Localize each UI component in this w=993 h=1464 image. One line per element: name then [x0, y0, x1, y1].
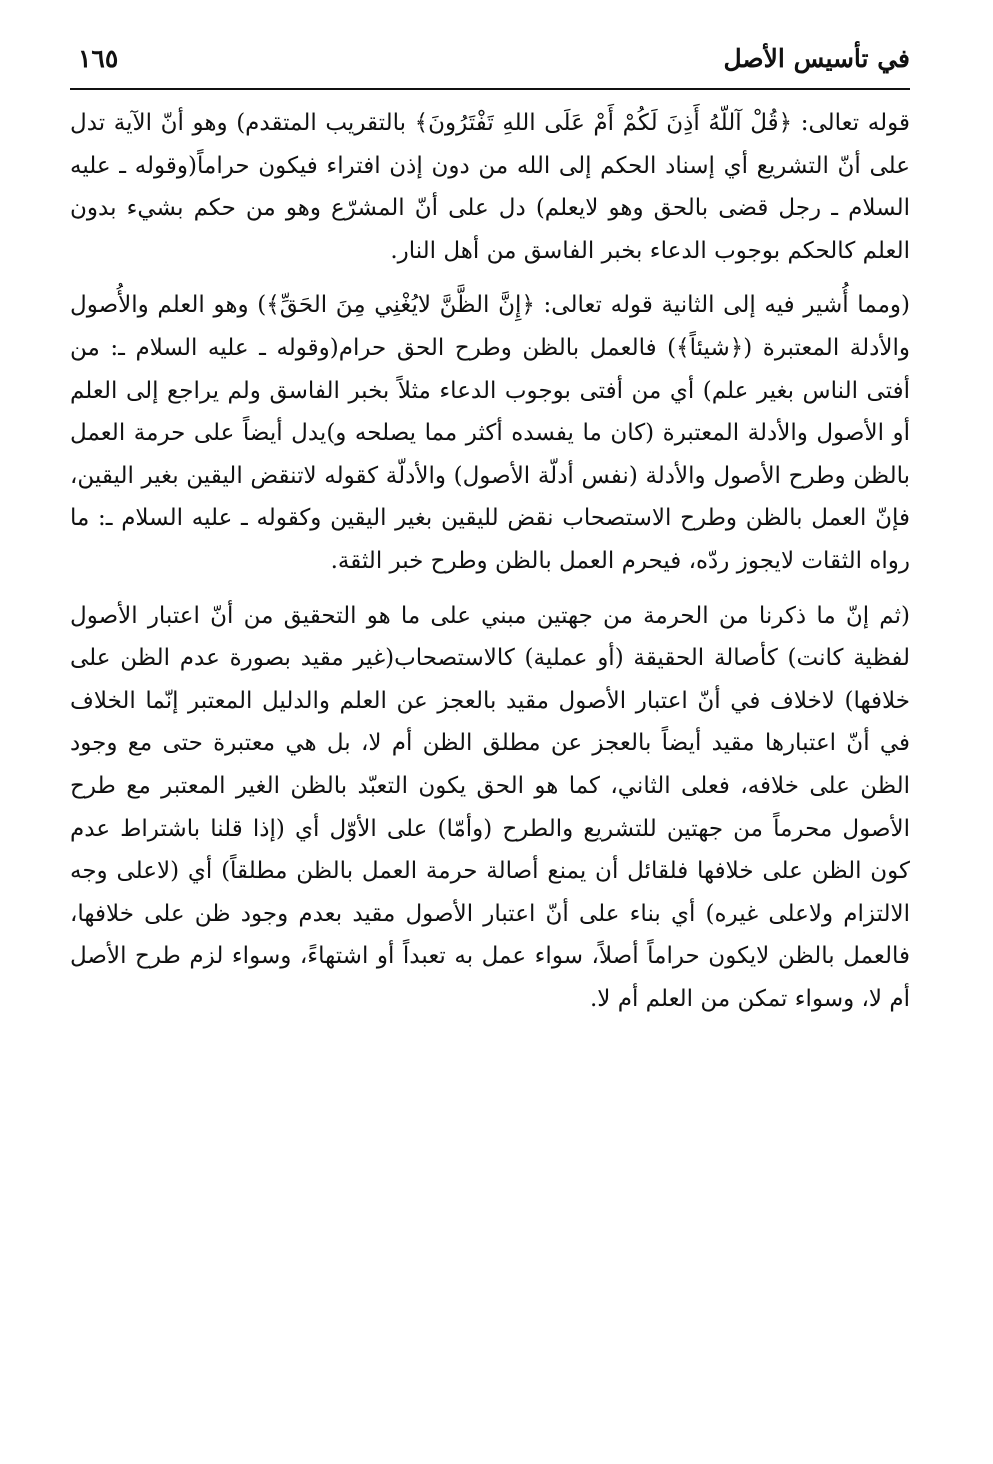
page-number: ١٦٥: [78, 44, 119, 73]
body-text: [70, 102, 910, 1020]
header-divider: [70, 88, 910, 90]
page-header: [70, 40, 910, 96]
paragraph: (ثم إنّ ما ذكرنا من الحرمة من جهتين مبني على ما هو التحقيق من أنّ اعتبار الأصول لفظية كانت) كأصالة الحقيقة (أو عملية) كالاستصحاب(غير مقيد بصورة عدم الظن على خلافها) لاخلاف في أنّ اعتبار الأصول مقيد بالعجز عن العلم والدليل المعتبر إنّما الخلاف في أنّ اعتبارها مقيد أيضاً بالعجز عن مطلق الظن أم لا، بل هي معتبرة حتى مع وجود الظن على خلافه، فعلى الثاني، كما هو الحق يكون التعبّد بالظن الغير المعتبر مع طرح الأصول محرماً من جهتين للتشريع والطرح (وأمّا) على الأوّل أي (إذا قلنا باشتراط عدم كون الظن على خلافها فلقائل أن يمنع أصالة حرمة العمل بالظن مطلقاً) أي (لاعلى وجه الالتزام ولاعلى غيره) أي بناء على أنّ اعتبار الأصول مقيد بعدم وجود ظن على خلافها، فالعمل بالظن لايكون حراماً أصلاً، سواء عمل به تعبداً أو اشتهاءً، وسواء لزم طرح الأصل أم لا، وسواء تمكن من العلم أم لا.: [70, 602, 910, 1012]
paragraph: قوله تعالى: ﴿قُلْ آللّهُ أَذِنَ لَكُمْ أَمْ عَلَى اللهِ تَفْتَرُونَ﴾ بالتقريب المتقدم) وهو أنّ الآية تدل على أنّ التشريع أي إسناد الحكم إلى الله من دون إذن افتراء فيكون حراماً(وقوله ـ عليه السلام ـ رجل قضى بالحق وهو لايعلم) دل على أنّ المشرّع وهو من حكم بشيء بدون العلم كالحكم بوجوب الدعاء بخبر الفاسق من أهل النار.: [70, 110, 910, 264]
running-title: في تأسيس الأصل: [723, 44, 910, 73]
book-page: [70, 40, 910, 1430]
paragraph: (ومما أُشير فيه إلى الثانية قوله تعالى: ﴿إِنَّ الظَّنَّ لايُغْنِي مِنَ الحَقِّ﴾) وهو العلم والأُصول والأدلة المعتبرة (﴿شيئاً﴾) فالعمل بالظن وطرح الحق حرام(وقوله ـ عليه السلام ـ: من أفتى الناس بغير علم) أي من أفتى بوجوب الدعاء مثلاً بخبر الفاسق ولم يراجع إلى العلم أو الأصول والأدلة المعتبرة (كان ما يفسده أكثر مما يصلحه و)يدل أيضاً على حرمة العمل بالظن وطرح الأصول والأدلة (نفس أدلّة الأصول) والأدلّة كقوله لاتنقض اليقين بغير اليقين، فإنّ العمل بالظن وطرح الاستصحاب نقض لليقين بغير اليقين وكقوله ـ عليه السلام ـ: ما رواه الثقات لايجوز ردّه، فيحرم العمل بالظن وطرح خبر الثقة.: [70, 292, 910, 574]
